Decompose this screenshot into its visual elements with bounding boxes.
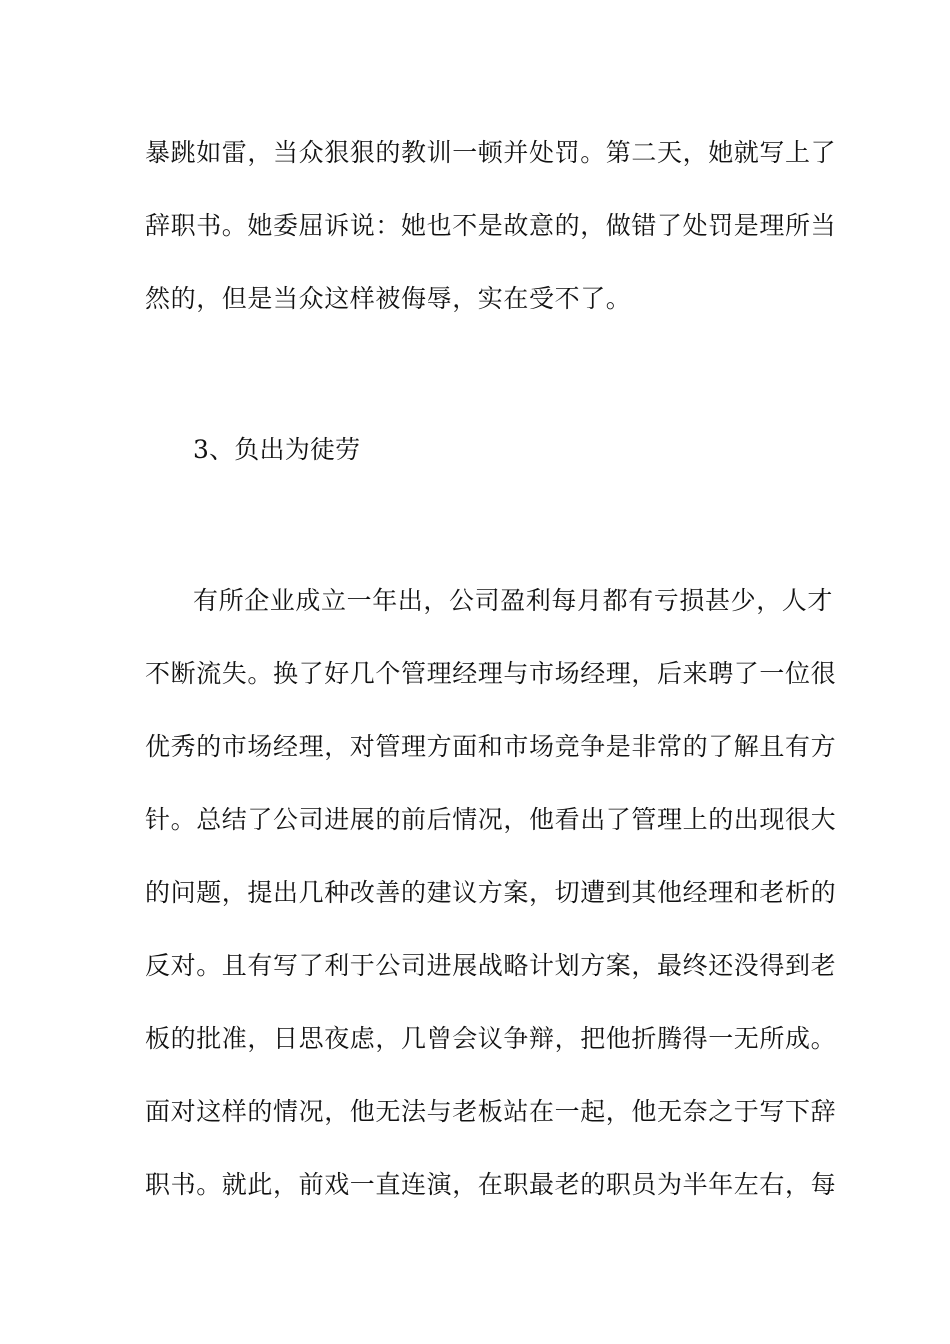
paragraph-line: 优秀的市场经理，对管理方面和市场竞争是非常的了解且有方 <box>145 732 837 761</box>
paragraph-line: 有所企业成立一年出，公司盈利每月都有亏损甚少，人才 <box>193 586 834 615</box>
section-heading: 3、负出为徒劳 <box>193 435 361 464</box>
paragraph-line: 职书。就此，前戏一直连演，在职最老的职员为半年左右，每 <box>145 1170 837 1199</box>
paragraph-line: 面对这样的情况，他无法与老板站在一起，他无奈之于写下辞 <box>145 1097 837 1126</box>
paragraph-line: 针。总结了公司进展的前后情况，他看出了管理上的出现很大 <box>145 805 837 834</box>
paragraph-line: 辞职书。她委屈诉说：她也不是故意的，做错了处罚是理所当 <box>145 211 837 240</box>
paragraph-line: 不断流失。换了好几个管理经理与市场经理，后来聘了一位很 <box>145 659 837 688</box>
paragraph-line: 然的，但是当众这样被侮辱，实在受不了。 <box>145 284 632 313</box>
paragraph-line: 的问题，提出几种改善的建议方案，切遭到其他经理和老析的 <box>145 878 837 907</box>
paragraph-line: 暴跳如雷，当众狠狠的教训一顿并处罚。第二天，她就写上了 <box>145 138 837 167</box>
paragraph-line: 板的批准，日思夜虑，几曾会议争辩，把他折腾得一无所成。 <box>145 1024 837 1053</box>
paragraph-line: 反对。且有写了利于公司进展战略计划方案，最终还没得到老 <box>145 951 837 980</box>
